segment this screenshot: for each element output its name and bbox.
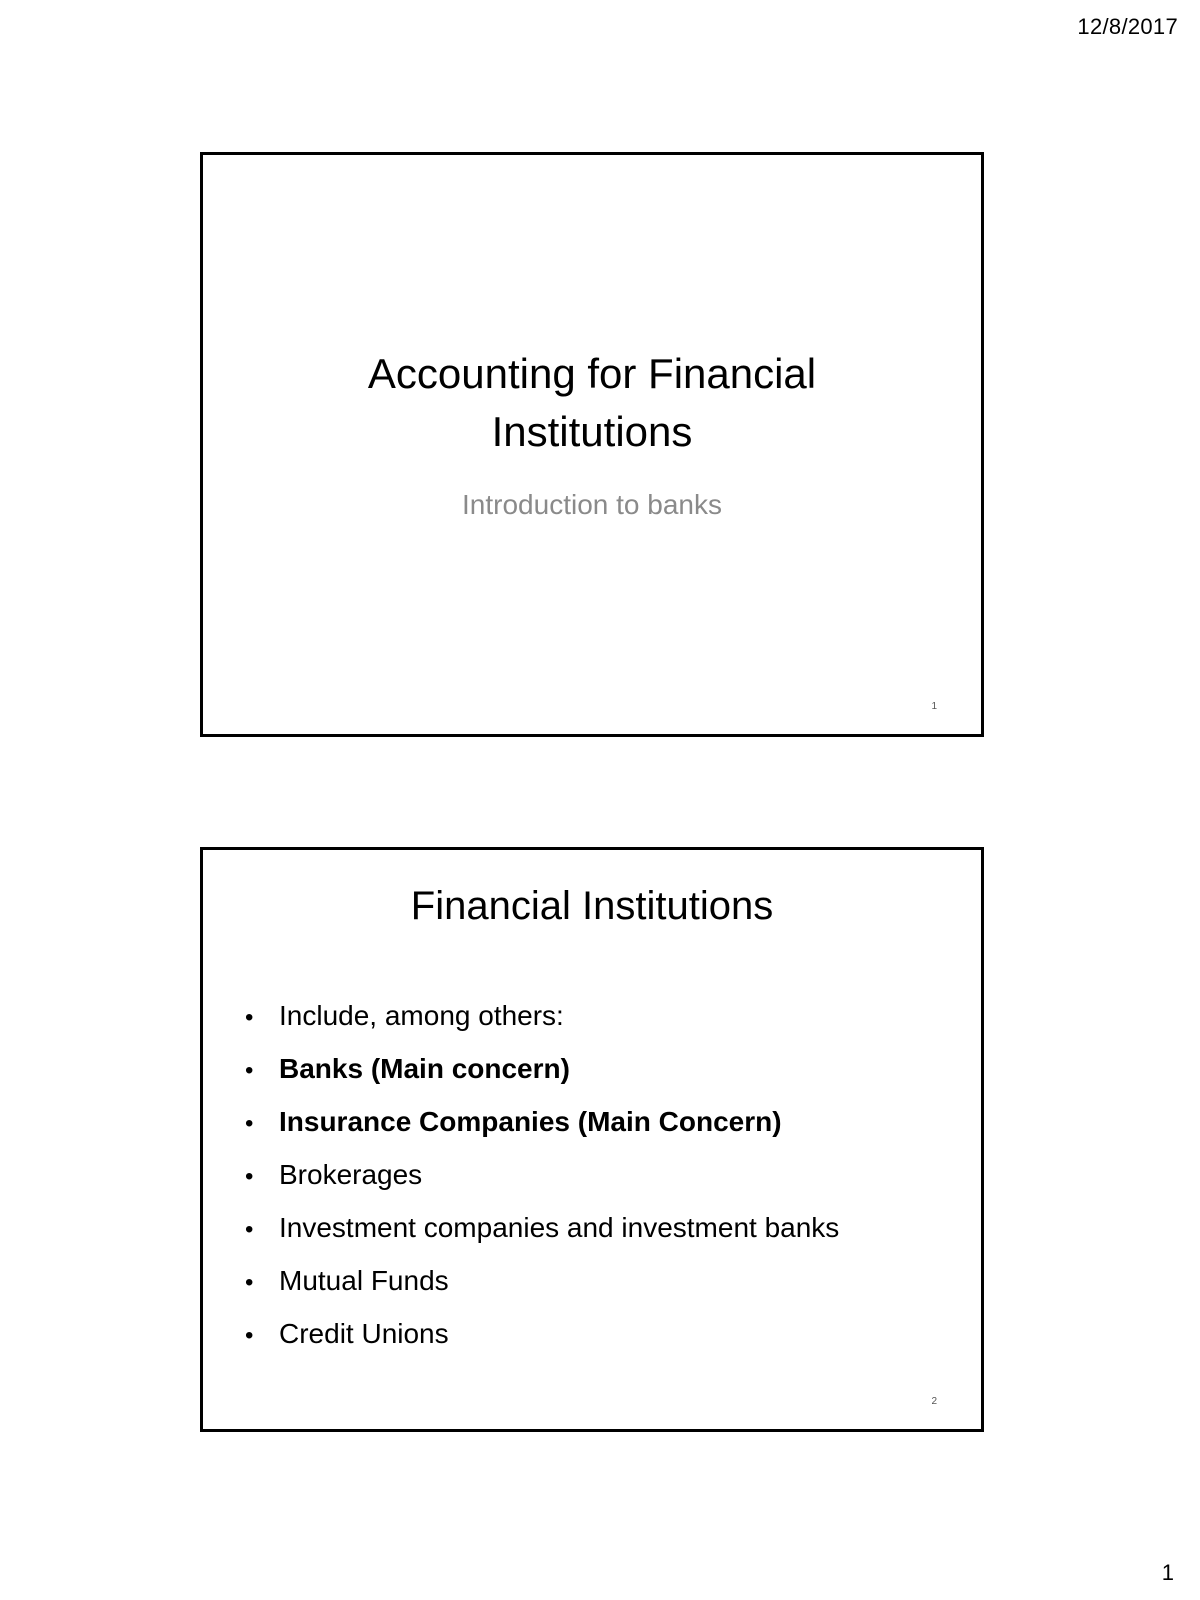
bullet-icon: • bbox=[245, 1269, 254, 1296]
bullet-text: Insurance Companies (Main Concern) bbox=[279, 1106, 782, 1137]
title-block bbox=[203, 345, 981, 521]
bullet-text: Credit Unions bbox=[279, 1318, 449, 1349]
slide-number: 2 bbox=[931, 1396, 937, 1407]
bullet-text: Brokerages bbox=[279, 1159, 423, 1190]
bullet-icon: • bbox=[245, 1216, 254, 1243]
page-number: 1 bbox=[1161, 1560, 1174, 1585]
bullet-text: Investment companies and investment banks bbox=[279, 1212, 840, 1243]
slide-title: Financial Institutions bbox=[410, 884, 774, 928]
bullet-text: Mutual Funds bbox=[279, 1265, 449, 1296]
page-date: 12/8/2017 bbox=[1077, 14, 1178, 39]
bullet-icon: • bbox=[245, 1163, 254, 1190]
bullet-item bbox=[245, 1149, 961, 1202]
bullet-icon: • bbox=[245, 1004, 254, 1031]
bullet-text: Include, among others: bbox=[279, 1000, 564, 1031]
slide-subtitle: Introduction to banks bbox=[462, 489, 722, 520]
slide-2 bbox=[200, 847, 984, 1432]
bullet-icon: • bbox=[245, 1322, 254, 1349]
bullet-item bbox=[245, 990, 961, 1043]
bullet-item bbox=[245, 1255, 961, 1308]
slide-number: 1 bbox=[931, 701, 937, 712]
bullet-item bbox=[245, 1308, 961, 1361]
bullet-text: Banks (Main concern) bbox=[279, 1053, 570, 1084]
bullet-icon: • bbox=[245, 1057, 254, 1084]
bullet-item bbox=[245, 1096, 961, 1149]
slide-1 bbox=[200, 152, 984, 737]
slide-title: Accounting for Financial Institutions bbox=[367, 350, 817, 455]
bullet-item bbox=[245, 1043, 961, 1096]
bullet-icon: • bbox=[245, 1110, 254, 1137]
bullet-item bbox=[245, 1202, 961, 1255]
bullet-list bbox=[245, 990, 961, 1361]
